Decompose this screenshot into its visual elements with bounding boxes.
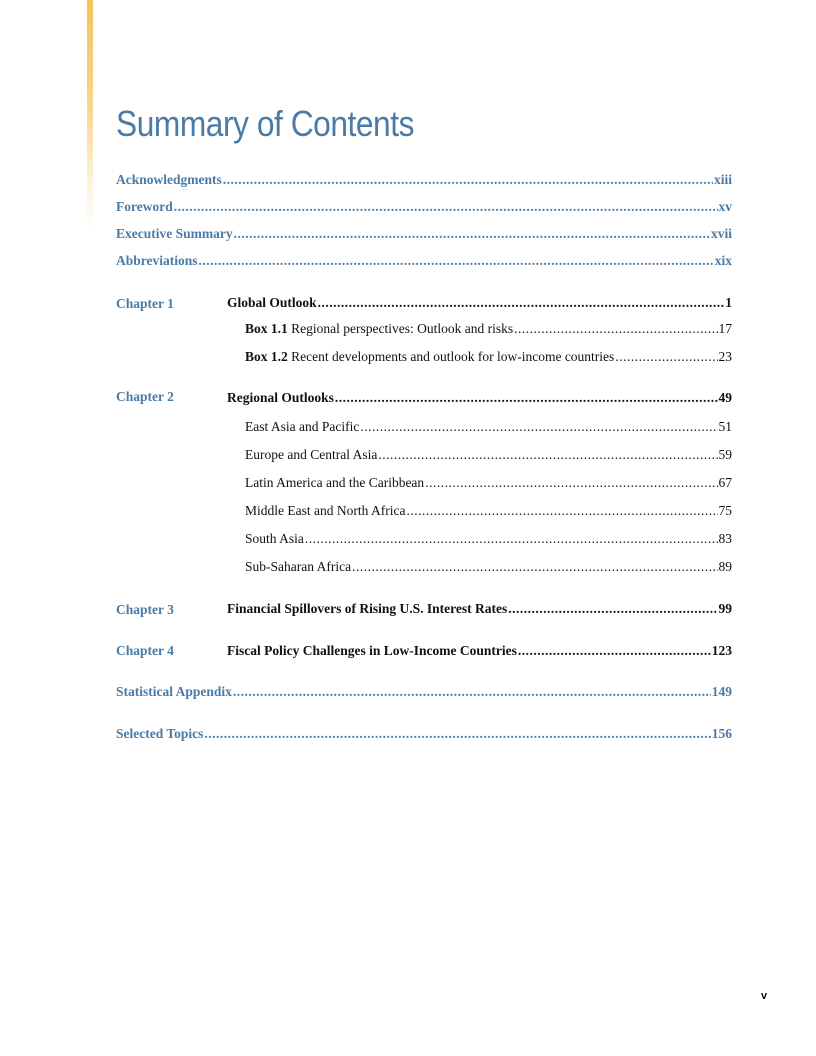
dot-leader — [425, 474, 717, 492]
chapter-label: Chapter 2 — [116, 389, 174, 404]
dot-leader — [406, 502, 717, 520]
box-title: Regional perspectives: Outlook and risks — [291, 321, 514, 336]
toc-entry-label: Executive Summary — [116, 226, 233, 241]
box-page: 23 — [718, 349, 732, 364]
dot-leader — [360, 418, 717, 436]
page-number: v — [761, 990, 768, 1002]
dot-leader — [233, 683, 711, 701]
chapter-title: Global Outlook — [227, 295, 317, 310]
region-page: 83 — [718, 531, 732, 546]
decorative-side-bar — [87, 0, 93, 230]
region-page: 59 — [718, 447, 732, 462]
toc-entry-region-latin-america[interactable] — [245, 474, 732, 492]
toc-entry-label: Abbreviations — [116, 253, 198, 268]
dot-leader — [234, 225, 710, 243]
box-title: Recent developments and outlook for low-income countries — [291, 349, 615, 364]
box-number: Box 1.2 — [245, 349, 288, 364]
toc-entry-statistical-appendix[interactable] — [116, 683, 732, 701]
region-page: 51 — [718, 419, 732, 434]
chapter-page: 49 — [718, 390, 732, 405]
chapter-label: Chapter 3 — [116, 602, 174, 617]
toc-entry-executive-summary[interactable] — [116, 225, 732, 243]
toc-entry-region-ssa[interactable] — [245, 558, 732, 576]
toc-entry-box-1-2[interactable] — [245, 348, 732, 366]
region-page: 89 — [718, 559, 732, 574]
dot-leader — [174, 198, 718, 216]
toc-entry-acknowledgments[interactable] — [116, 171, 732, 189]
chapter-title: Fiscal Policy Challenges in Low-Income Countries — [227, 643, 517, 658]
toc-entry-region-europe[interactable] — [245, 446, 732, 464]
toc-entry-region-east-asia[interactable] — [245, 418, 732, 436]
toc-entry-chapter-1[interactable] — [227, 294, 732, 312]
region-page: 75 — [718, 503, 732, 518]
region-title: South Asia — [245, 531, 304, 546]
chapter-label: Chapter 4 — [116, 643, 174, 658]
toc-entry-label: Foreword — [116, 199, 173, 214]
chapter-page: 1 — [725, 295, 732, 310]
region-title: Middle East and North Africa — [245, 503, 406, 518]
chapter-title: Financial Spillovers of Rising U.S. Interest Rates — [227, 601, 508, 616]
dot-leader — [508, 600, 717, 618]
toc-entry-page: xix — [714, 253, 732, 268]
toc-entry-page: xiii — [713, 172, 732, 187]
toc-entry-foreword[interactable] — [116, 198, 732, 216]
toc-entry-label: Selected Topics — [116, 726, 204, 741]
region-title: Latin America and the Caribbean — [245, 475, 425, 490]
region-page: 67 — [718, 475, 732, 490]
toc-entry-page: 156 — [711, 726, 732, 741]
toc-entry-label: Acknowledgments — [116, 172, 222, 187]
chapter-label: Chapter 1 — [116, 296, 174, 311]
toc-entry-page: 149 — [711, 684, 732, 699]
toc-entry-label: Statistical Appendix — [116, 684, 232, 699]
region-title: Europe and Central Asia — [245, 447, 378, 462]
region-title: Sub-Saharan Africa — [245, 559, 352, 574]
toc-entry-abbreviations[interactable] — [116, 252, 732, 270]
box-number: Box 1.1 — [245, 321, 288, 336]
dot-leader — [352, 558, 717, 576]
page-title: Summary of Contents — [116, 103, 415, 144]
toc-entry-chapter-3[interactable] — [227, 600, 732, 618]
toc-entry-selected-topics[interactable] — [116, 725, 732, 743]
chapter-page: 99 — [718, 601, 732, 616]
dot-leader — [204, 725, 710, 743]
dot-leader — [518, 642, 711, 660]
dot-leader — [305, 530, 718, 548]
dot-leader — [378, 446, 717, 464]
dot-leader — [335, 389, 718, 407]
toc-entry-page: xvii — [710, 226, 732, 241]
dot-leader — [223, 171, 713, 189]
toc-entry-region-south-asia[interactable] — [245, 530, 732, 548]
region-title: East Asia and Pacific — [245, 419, 360, 434]
chapter-page: 123 — [711, 643, 732, 658]
toc-entry-chapter-4[interactable] — [227, 642, 732, 660]
dot-leader — [615, 348, 717, 366]
toc-entry-box-1-1[interactable] — [245, 320, 732, 338]
toc-entry-region-mena[interactable] — [245, 502, 732, 520]
box-page: 17 — [718, 321, 732, 336]
dot-leader — [514, 320, 717, 338]
toc-entry-page: xv — [718, 199, 732, 214]
dot-leader — [318, 294, 725, 312]
dot-leader — [199, 252, 714, 270]
toc-entry-chapter-2[interactable] — [227, 389, 732, 407]
chapter-title: Regional Outlooks — [227, 390, 334, 405]
